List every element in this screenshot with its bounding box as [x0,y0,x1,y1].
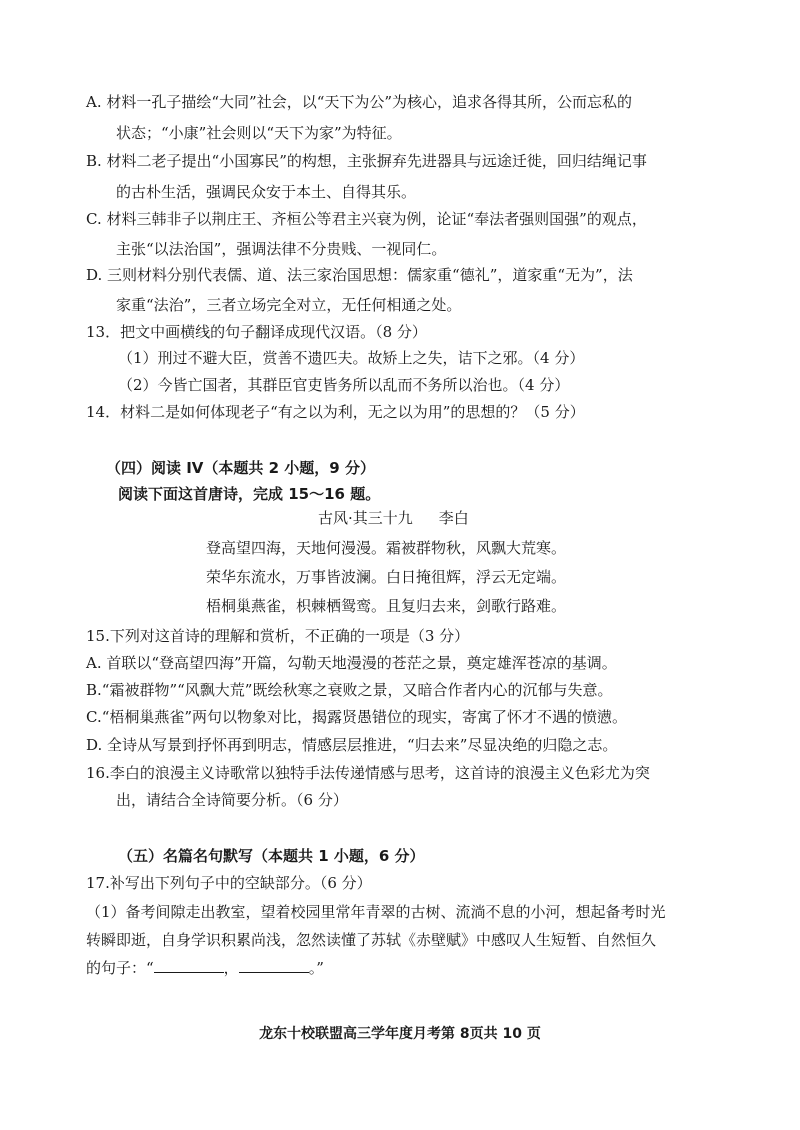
poem-line-1: 登高望四海，天地何漫漫。霜被群物秋，风飘大荒寒。 [206,539,567,557]
q17-line3-suffix: 。” [308,959,324,977]
q12-option-c-line2: 主张“以法治国”，强调法律不分贵贱、一视同仁。 [116,240,447,258]
q15-option-d: D. 全诗从写景到抒怀再到明志，情感层层推进，“归去来”尽显决绝的归隐之志。 [86,736,618,754]
q13-stem: 13．把文中画横线的句子翻译成现代汉语。（8 分） [86,323,427,341]
page-footer: 龙东十校联盟高三学年度月考第 8页共 10 页 [259,1026,541,1042]
q17-item1-line-3 [86,958,324,978]
q15-option-a: A. 首联以“登高望四海”开篇，勾勒天地漫漫的苍茫之景，奠定雄浑苍凉的基调。 [86,654,617,672]
poem-author: 李白 [438,509,469,527]
q15-option-c: C.“梧桐巢燕雀”两句以物象对比，揭露贤愚错位的现实，寄寓了怀才不遇的愤懑。 [86,708,628,726]
q16-line-2: 出，请结合全诗简要分析。（6 分） [116,791,348,809]
answer-blank-1[interactable] [154,958,224,973]
q14-stem: 14．材料二是如何体现老子“有之以为利，无之以为用”的思想的？（5 分） [86,403,585,421]
poem-heading [318,508,469,528]
q12-option-a-line2: 状态；“小康”社会则以“天下为家”为特征。 [116,124,402,142]
q12-option-b-line1: B. 材料二老子提出“小国寡民”的构想，主张摒弃先进器具与远途迁徙，回归结绳记事 [86,152,647,170]
q15-stem: 15.下列对这首诗的理解和赏析，不正确的一项是（3 分） [86,627,470,645]
q15-option-b: B.“霜被群物”“风飘大荒”既绘秋寒之衰败之景，又暗合作者内心的沉郁与失意。 [86,681,613,699]
q16-line-1: 16.李白的浪漫主义诗歌常以独特手法传递情感与思考，这首诗的浪漫主义色彩尤为突 [86,764,650,782]
section4-instruction: 阅读下面这首唐诗，完成 15～16 题。 [118,485,381,503]
q17-line3-prefix: 的句子：“ [86,959,154,977]
q12-option-d-line1: D. 三则材料分别代表儒、道、法三家治国思想：儒家重“德礼”，道家重“无为”，法 [86,266,633,284]
section5-heading: （五）名篇名句默写（本题共 1 小题，6 分） [118,847,425,865]
q12-option-b-line2: 的古朴生活，强调民众安于本土、自得其乐。 [116,183,417,201]
q12-option-a-line1: A. 材料一孔子描绘“大同”社会，以“天下为公”为核心，追求各得其所，公而忘私的 [86,93,633,111]
answer-blank-2[interactable] [239,958,309,973]
poem-line-3: 梧桐巢燕雀，枳棘栖鸳鸾。且复归去来，剑歌行路难。 [206,597,567,615]
q13-item-2: （2）今皆亡国者，其群臣官吏皆务所以乱而不务所以治也。（4 分） [118,376,570,394]
q17-item1-line-2: 转瞬即逝，自身学识积累尚浅，忽然读懂了苏轼《赤壁赋》中感叹人生短暂、自然恒久 [86,931,657,949]
q17-item1-line-1: （1）备考间隙走出教室，望着校园里常年青翠的古树、流淌不息的小河，想起备考时光 [86,903,666,921]
poem-title: 古风·其三十九 [318,509,413,527]
poem-line-2: 荣华东流水，万事皆波澜。白日掩徂辉，浮云无定端。 [206,568,567,586]
q17-stem: 17.补写出下列句子中的空缺部分。（6 分） [86,874,372,892]
section4-heading: （四）阅读 IV（本题共 2 小题，9 分） [106,459,375,477]
q17-line3-comma: ， [223,959,239,977]
q12-option-d-line2: 家重“法治”，三者立场完全对立，无任何相通之处。 [116,296,462,314]
q12-option-c-line1: C. 材料三韩非子以荆庄王、齐桓公等君主兴衰为例，论证“奉法者强则国强”的观点， [86,210,647,228]
q13-item-1: （1）刑过不避大臣，赏善不遗匹夫。故矫上之失，诘下之邪。（4 分） [118,349,585,367]
